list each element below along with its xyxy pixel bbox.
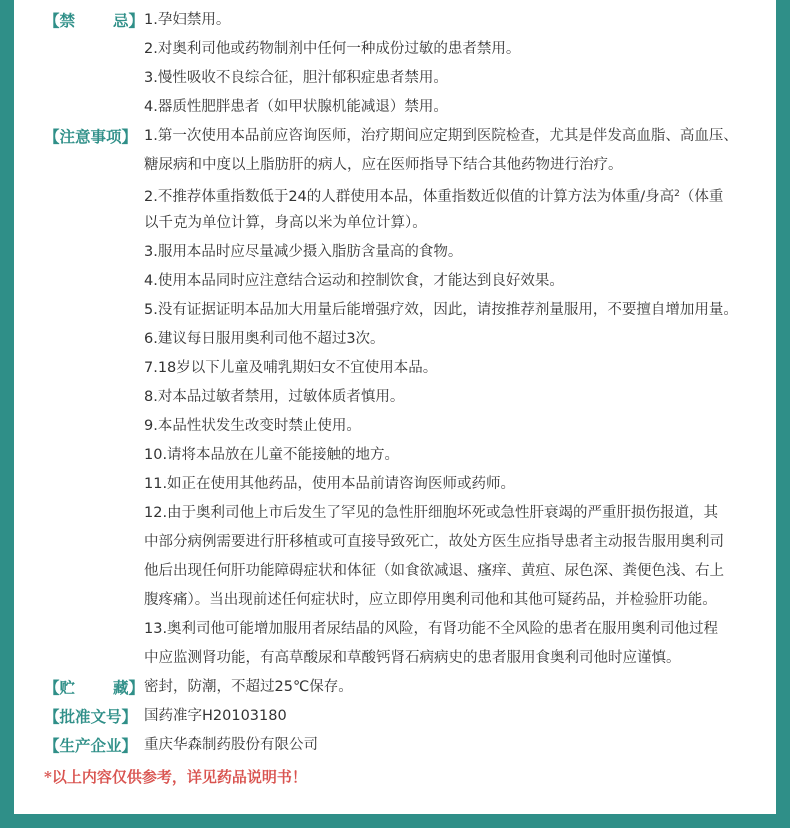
text-line: 密封，防潮，不超过25℃保存。: [144, 679, 353, 695]
label-part: 【贮: [44, 678, 76, 697]
section-label-manufacturer: [44, 731, 144, 760]
label-part: 【生产企业】: [44, 736, 138, 755]
section-label-contraindications: [44, 6, 144, 35]
bmi-tail: （体重: [679, 189, 724, 205]
text-line: 4.器质性肥胖患者（如甲状腺机能减退）禁用。: [144, 99, 448, 115]
label-part: 【注意事项】: [44, 127, 138, 146]
section-body: [144, 122, 780, 673]
text-line: 5.没有证据证明本品加大用量后能增强疗效，因此，请按推荐剂量服用，不要擅自增加用量。: [144, 302, 738, 318]
label-part: 【批准文号】: [44, 707, 138, 726]
label-part: 藏】: [112, 678, 144, 697]
section-label-approval-number: [44, 702, 144, 731]
section-label-storage: [44, 673, 144, 702]
section-manufacturer: [44, 731, 780, 760]
text-line: 11.如正在使用其他药品，使用本品前请咨询医师或药师。: [144, 476, 516, 492]
section-approval-number: [44, 702, 780, 731]
section-body: [144, 6, 780, 122]
text-line: 7.18岁以下儿童及哺乳期妇女不宜使用本品。: [144, 360, 438, 376]
bmi-text: 2.不推荐体重指数低于24的人群使用本品，体重指数近似值的计算方法为体重/身高: [144, 189, 675, 205]
section-body: [144, 673, 780, 702]
text-line: 13.奥利司他可能增加服用者尿结晶的风险，有肾功能不全风险的患者在服用奥利司他过程: [144, 621, 719, 637]
text-line: 12.由于奥利司他上市后发生了罕见的急性肝细胞坏死或急性肝衰竭的严重肝损伤报道，其: [144, 505, 719, 521]
section-storage: [44, 673, 780, 702]
section-precautions: [44, 122, 780, 673]
text-line: 6.建议每日服用奥利司他不超过3次。: [144, 331, 385, 347]
text-line: 1.第一次使用本品前应咨询医师，治疗期间应定期到医院检查，尤其是伴发高血脂、高血压、: [144, 128, 738, 144]
text-line: 以千克为单位计算，身高以米为单位计算）。: [144, 215, 427, 231]
text-line: 8.对本品过敏者禁用，过敏体质者慎用。: [144, 389, 405, 405]
label-part: 【禁: [44, 11, 76, 30]
text-line: 3.慢性吸收不良综合征，胆汁郁积症患者禁用。: [144, 70, 448, 86]
text-line: 10.请将本品放在儿童不能接触的地方。: [144, 447, 400, 463]
text-line: 他后出现任何肝功能障碍症状和体征（如食欲减退、瘙痒、黄疸、尿色深、粪便色浅、右上: [144, 563, 724, 579]
text-line: 中应监测肾功能，有高草酸尿和草酸钙肾石病病史的患者服用食奥利司他时应谨慎。: [144, 650, 681, 666]
section-body: [144, 731, 780, 760]
text-line: 国药准字H20103180: [144, 708, 287, 724]
text-line: 1.孕妇禁用。: [144, 12, 231, 28]
text-line: 糖尿病和中度以上脂肪肝的病人，应在医师指导下结合其他药物进行治疗。: [144, 157, 623, 173]
text-line: 中部分病例需要进行肝移植或可直接导致死亡，故处方医生应指导患者主动报告服用奥利司: [144, 534, 724, 550]
text-line: 3.服用本品时应尽量减少摄入脂肪含量高的食物。: [144, 244, 463, 260]
superscript-2: 2: [674, 189, 680, 199]
section-contraindications: [44, 6, 780, 122]
text-line-bmi: [144, 180, 780, 209]
text-line: 重庆华森制药股份有限公司: [144, 737, 318, 753]
text-line: 腹疼痛）。当出现前述任何症状时，应立即停用奥利司他和其他可疑药品，并检验肝功能。: [144, 592, 717, 608]
section-label-precautions: [44, 122, 144, 151]
disclaimer-footer: *以上内容仅供参考，详见药品说明书！: [44, 768, 307, 786]
text-line: 2.对奥利司他或药物制剂中任何一种成份过敏的患者禁用。: [144, 41, 521, 57]
drug-leaflet-content: [44, 6, 780, 792]
label-part: 忌】: [112, 11, 144, 30]
text-line: 4.使用本品同时应注意结合运动和控制饮食，才能达到良好效果。: [144, 273, 564, 289]
section-body: [144, 702, 780, 731]
text-line: 9.本品性状发生改变时禁止使用。: [144, 418, 361, 434]
